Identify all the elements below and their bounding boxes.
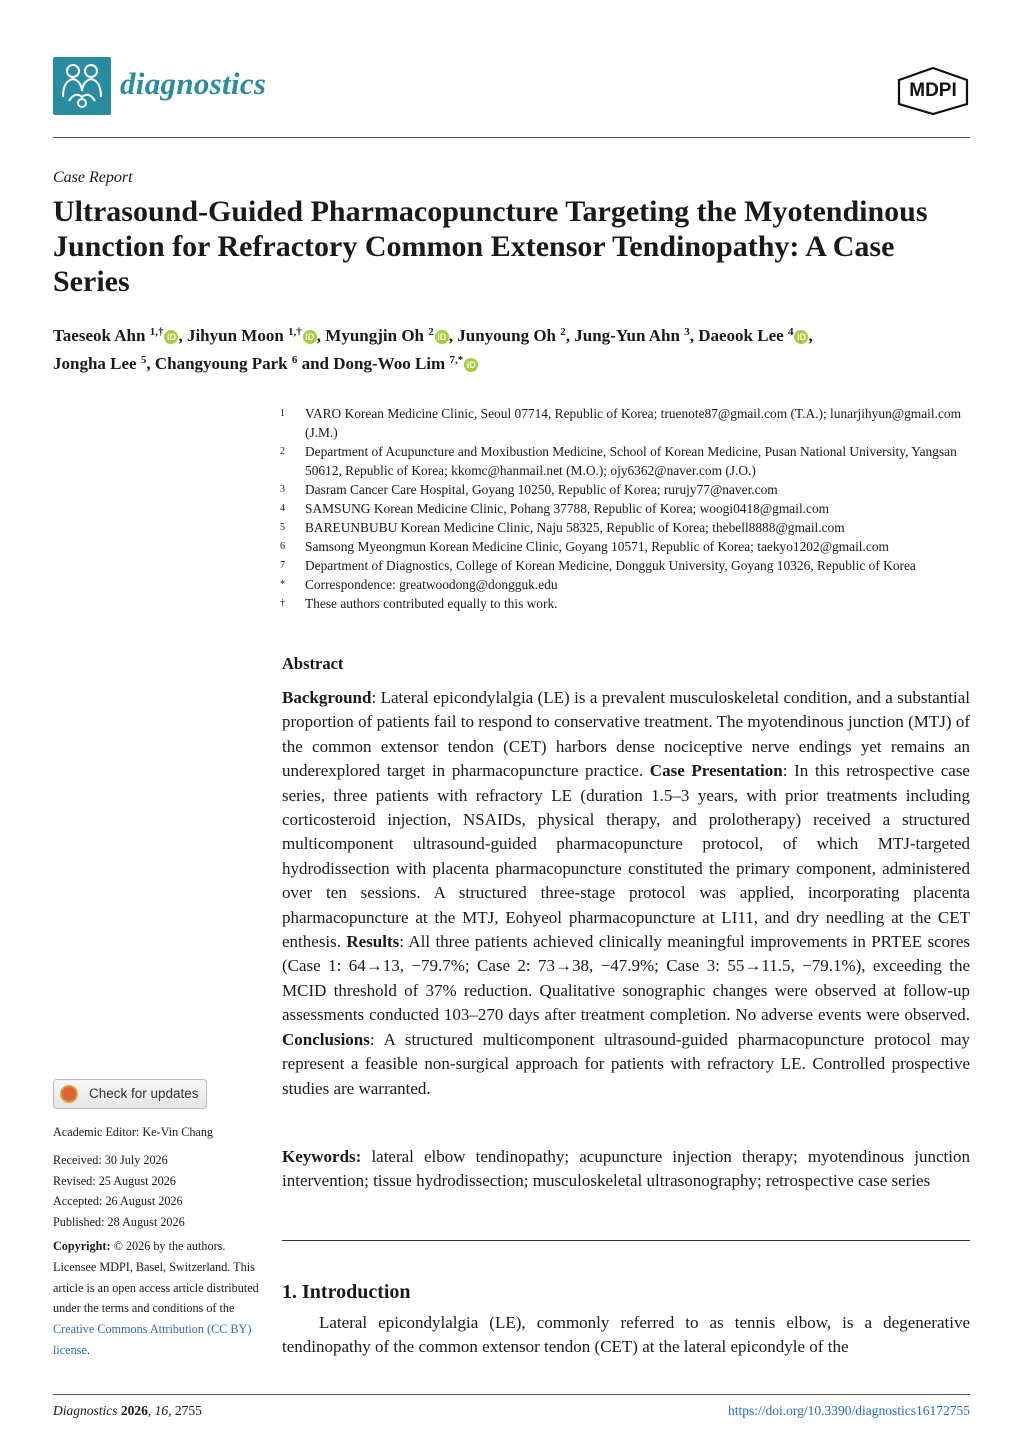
author-name[interactable]: Jung-Yun Ahn [574,326,680,345]
affiliation-item [280,594,970,613]
footer-volume: 16 [154,1403,169,1418]
abstract-conclusions-text: : A structured multicomponent ultrasound-guided pharmacopuncture protocol may represent a feasible non-surgical approach for patients with refractory LE. Controlled prospective studies are warranted. [282,1029,970,1098]
affiliation-number: 6 [280,541,285,552]
doi-link[interactable]: https://doi.org/10.3390/diagnostics16172755 [727,1403,970,1418]
affiliation-number: 3 [280,484,285,495]
orcid-icon[interactable]: iD [794,330,808,344]
introduction-heading: 1. Introduction [282,1281,411,1303]
affiliation-item [280,537,970,556]
orcid-icon[interactable]: iD [164,330,178,344]
author-name[interactable]: Jongha Lee [53,354,137,373]
introduction-text: Lateral epicondylalgia (LE), commonly referred to as tennis elbow, is a degenerative tendinopathy of the common extensor tendon (CET) at the lateral epicondyle of the [282,1313,970,1357]
orcid-icon[interactable]: iD [303,330,317,344]
author-list [53,320,970,376]
affiliation-item [280,480,970,499]
check-for-updates-label: Check for updates [89,1086,199,1101]
affiliation-number: 4 [280,503,285,514]
abstract-results-label: Results [346,932,400,952]
author-name[interactable]: Jihyun Moon [186,326,284,345]
affiliations [280,404,970,613]
affiliation-number: 7 [280,560,285,571]
section-divider [282,1240,970,1241]
author-affiliation-marker: 3 [684,326,690,338]
publisher-name: MDPI [909,80,957,101]
affiliation-item [280,556,970,575]
check-for-updates-button[interactable] [53,1079,207,1109]
affiliation-number: 1 [280,408,285,419]
affiliation-item [280,518,970,537]
abstract-case-label: Case Presentation [649,761,783,781]
affiliation-item [280,404,970,442]
copyright-notice [53,1236,268,1361]
author-affiliation-marker: 2 [560,326,566,338]
author-separator: and [297,354,334,373]
affiliation-item [280,442,970,480]
abstract-body [282,686,970,1101]
affiliation-text: Samsong Myeongmun Korean Medicine Clinic, Goyang 10571, Republic of Korea; taekyo1202@gmail.com [305,539,889,554]
author-affiliation-marker: 5 [140,354,147,366]
author-affiliation-marker: 1,† [149,326,164,338]
author-name[interactable]: Changyoung Park [154,354,288,373]
author-affiliation-marker: 1,† [288,326,302,338]
author-separator: , [178,326,187,345]
keywords-label: Keywords: [282,1147,362,1166]
orcid-icon[interactable]: iD [435,330,449,344]
affiliation-text: VARO Korean Medicine Clinic, Seoul 07714, Republic of Korea; truenote87@gmail.com (T.A.); lunarjihyun@gmail.com (J.M.) [305,406,961,440]
affiliation-number: * [280,579,285,590]
author-affiliation-marker: 7,* [449,354,464,366]
affiliation-text: These authors contributed equally to this work. [305,596,558,611]
affiliation-item [280,575,970,594]
author-separator: , [448,326,458,345]
affiliation-item [280,499,970,518]
footer-citation: Diagnostics 2026, 16, 2755 [53,1403,202,1418]
author-name[interactable]: Junyoung Oh [457,326,557,345]
author-name[interactable]: Myungjin Oh [325,326,425,345]
keywords-text: lateral elbow tendinopathy; acupuncture injection therapy; myotendinous junction intervention; tissue hydrodissection; musculoskeletal ultrasonography; retrospective case series [282,1147,970,1191]
footer-divider [53,1394,970,1395]
author-affiliation-marker: 2 [428,326,434,338]
affiliation-text: BAREUNBUBU Korean Medicine Clinic, Naju 58325, Republic of Korea; thebell8888@gmail.com [305,520,845,535]
affiliation-text: Department of Diagnostics, College of Korean Medicine, Dongguk University, Goyang 10326, Republic of Korea [305,558,916,573]
author-separator: , [808,326,813,345]
author-separator: , [316,326,326,345]
abstract-heading: Abstract [282,654,344,673]
abstract-results-text: : All three patients achieved clinically meaningful improvements in PRTEE scores (Case 1: 64→13, −79.7%; Case 2: 73→38, −47.9%; Case 3: 55→11.5, −79.1%), exceeding the MCID threshold of 37% reduction. Qualitative sonographic changes were observed at follow-up assessments conducted 103–270 days after treatment completion. No adverse events were observed. [282,932,970,1025]
revised-date: Revised: 25 August 2026 [53,1173,176,1188]
author-separator: , [565,326,575,345]
author-affiliation-marker: 4 [787,326,794,338]
author-name[interactable]: Dong-Woo Lim [333,354,446,373]
footer-journal: Diagnostics [53,1403,118,1418]
copyright-label: Copyright: [53,1238,111,1253]
author-separator: , [689,326,699,345]
crossmark-icon [60,1085,78,1103]
journal-name[interactable]: diagnostics [120,66,267,101]
header-divider [53,137,970,138]
affiliation-number: 5 [280,522,285,533]
author-affiliation-marker: 6 [291,354,298,366]
keywords [282,1145,970,1194]
journal-logo-icon [53,57,111,115]
copyright-text: © 2026 by the authors. Licensee MDPI, Basel, Switzerland. This article is an open access article distributed under the terms and conditions of the [53,1238,259,1316]
abstract-conclusions-label: Conclusions [282,1029,370,1049]
affiliation-number: † [280,598,285,609]
article-info-sidebar [53,1122,268,1361]
article-title: Ultrasound-Guided Pharmacopuncture Targeting the Myotendinous Junction for Refractory Common Extensor Tendinopathy: A Case Series [53,195,928,298]
academic-editor: Academic Editor: Ke-Vin Chang [53,1125,214,1139]
cc-by-license-link[interactable]: Creative Commons Attribution (CC BY) license [53,1322,252,1357]
abstract-case-text: : In this retrospective case series, three patients with refractory LE (duration 1.5–3 years, with prior treatments including corticosteroid injection, NSAIDs, physical therapy, and prolotherapy) received a structured multicomponent ultrasound-guided pharmacopuncture protocol, of which MTJ-targeted hydrodissection with placenta pharmacopuncture constituted the primary component, administered over ten sessions. A structured three-stage protocol was applied, incorporating placenta pharmacopuncture at the MTJ, Eohyeol pharmacopuncture at LI11, and dry needling at the CET enthesis. [282,761,970,952]
abstract-background-label: Background [282,688,372,707]
affiliation-text: SAMSUNG Korean Medicine Clinic, Pohang 37788, Republic of Korea; woogi0418@gmail.com [305,501,830,516]
affiliation-number: 2 [280,446,285,457]
received-date: Received: 30 July 2026 [53,1152,168,1167]
affiliation-text: Dasram Cancer Care Hospital, Goyang 10250, Republic of Korea; rurujy77@naver.com [305,482,778,497]
license-end: . [86,1342,90,1357]
author-separator: , [146,354,155,373]
article-type: Case Report [53,169,133,186]
published-date: Published: 28 August 2026 [53,1215,185,1230]
abstract-background-text: : Lateral epicondylalgia (LE) is a prevalent musculoskeletal condition, and a substantial proportion of patients fail to respond to conservative treatment. The myotendinous junction (MTJ) of the common extensor tendon (CET) harbors dense nociceptive nerve endings yet remains an underexplored target in pharmacopuncture practice. [282,688,970,781]
orcid-icon[interactable]: iD [464,358,478,372]
author-name[interactable]: Taeseok Ahn [53,326,146,345]
accepted-date: Accepted: 26 August 2026 [53,1194,183,1209]
journal-logo [53,57,111,115]
affiliation-text: Correspondence: greatwoodong@dongguk.edu [305,577,558,592]
author-name[interactable]: Daeook Lee [698,326,784,345]
publisher-logo[interactable] [896,66,970,116]
affiliation-text: Department of Acupuncture and Moxibustion Medicine, School of Korean Medicine, Pusan National University, Yangsan 50612, Republic of Korea; kkomc@hanmail.net (M.O.); ojy6362@naver.com (J.O.) [305,444,957,478]
footer-article-number: 2755 [174,1403,202,1418]
footer-year: 2026 [120,1403,148,1418]
